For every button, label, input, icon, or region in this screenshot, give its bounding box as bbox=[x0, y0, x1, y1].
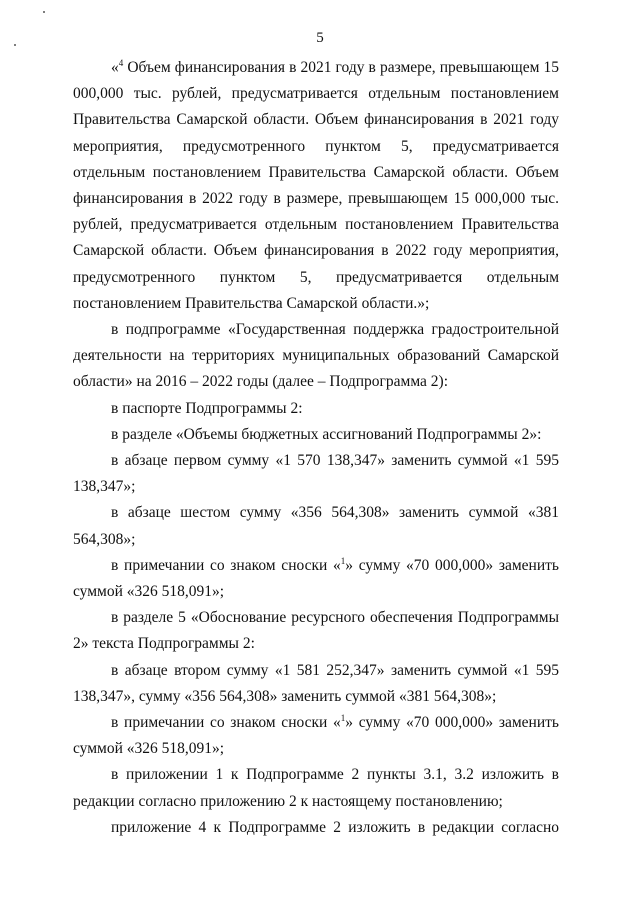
paragraph-note-footnote-1b: в примечании со знаком сноски «$^1$» сумму «70 000,000» заменить суммой «326 518,091»; bbox=[73, 712, 559, 758]
paragraph-second-abzac: в абзаце втором сумму «1 581 252,347» заменить суммой «1 595 138,347», сумму «356 564,308» заменить суммой «381 564,308»; bbox=[73, 661, 559, 705]
paragraph-note-footnote-1: в примечании со знаком сноски «$^1$» сумму «70 000,000» заменить суммой «326 518,091»; bbox=[73, 555, 559, 601]
paragraph-appendix-1: в приложении 1 к Подпрограмме 2 пункты 3.1, 3.2 изложить в редакции согласно приложению 2 к настоящему постановлению; bbox=[73, 766, 559, 810]
footnote-marker: 4 bbox=[118, 57, 124, 68]
scan-speck bbox=[43, 11, 45, 13]
paragraph-section-budget: в разделе «Объемы бюджетных ассигнований Подпрограммы 2»: bbox=[111, 425, 542, 443]
document-body bbox=[73, 55, 559, 841]
paragraph-footnote-4: «$^4$ Объем финансирования в 2021 году в размере, превышающем 15 000,000 тыс. рублей, предусматривается отдельным постановлением Правительства Самарской области. Объем финансирования в 2021 году мероприятия, предусмотренного пунктом 5, предусматривается отдельным постановлением Правительства Самарской области. Объем финансирования в 2022 году в размере, превышающем 15 000,000 тыс. рублей, предусматривается отдельным постановлением Правительства Самарской области. Объем финансирования в 2022 году мероприятия, предусмотренного пунктом 5, предусматривается отдельным постановлением Правительства Самарской области.»; bbox=[73, 57, 559, 312]
footnote-marker: 1 bbox=[340, 555, 346, 566]
footnote-marker: 1 bbox=[340, 712, 346, 723]
page-number: 5 bbox=[316, 30, 324, 46]
paragraph-subprogram-2: в подпрограмме «Государственная поддержка градостроительной деятельности на территориях муниципальных образований Самарской области» на 2016 – 2022 годы (далее – Подпрограмма 2): bbox=[73, 321, 559, 391]
paragraph-section-5: в разделе 5 «Обоснование ресурсного обеспечения Подпрограммы 2» текста Подпрограммы 2: bbox=[73, 609, 559, 653]
paragraph-first-abzac: в абзаце первом сумму «1 570 138,347» заменить суммой «1 595 138,347»; bbox=[73, 452, 559, 496]
paragraph-sixth-abzac: в абзаце шестом сумму «356 564,308» заменить суммой «381 564,308»; bbox=[73, 504, 559, 548]
paragraph-appendix-4: приложение 4 к Подпрограмме 2 изложить в редакции согласно bbox=[111, 818, 559, 836]
paragraph-passport: в паспорте Подпрограммы 2: bbox=[111, 399, 303, 417]
